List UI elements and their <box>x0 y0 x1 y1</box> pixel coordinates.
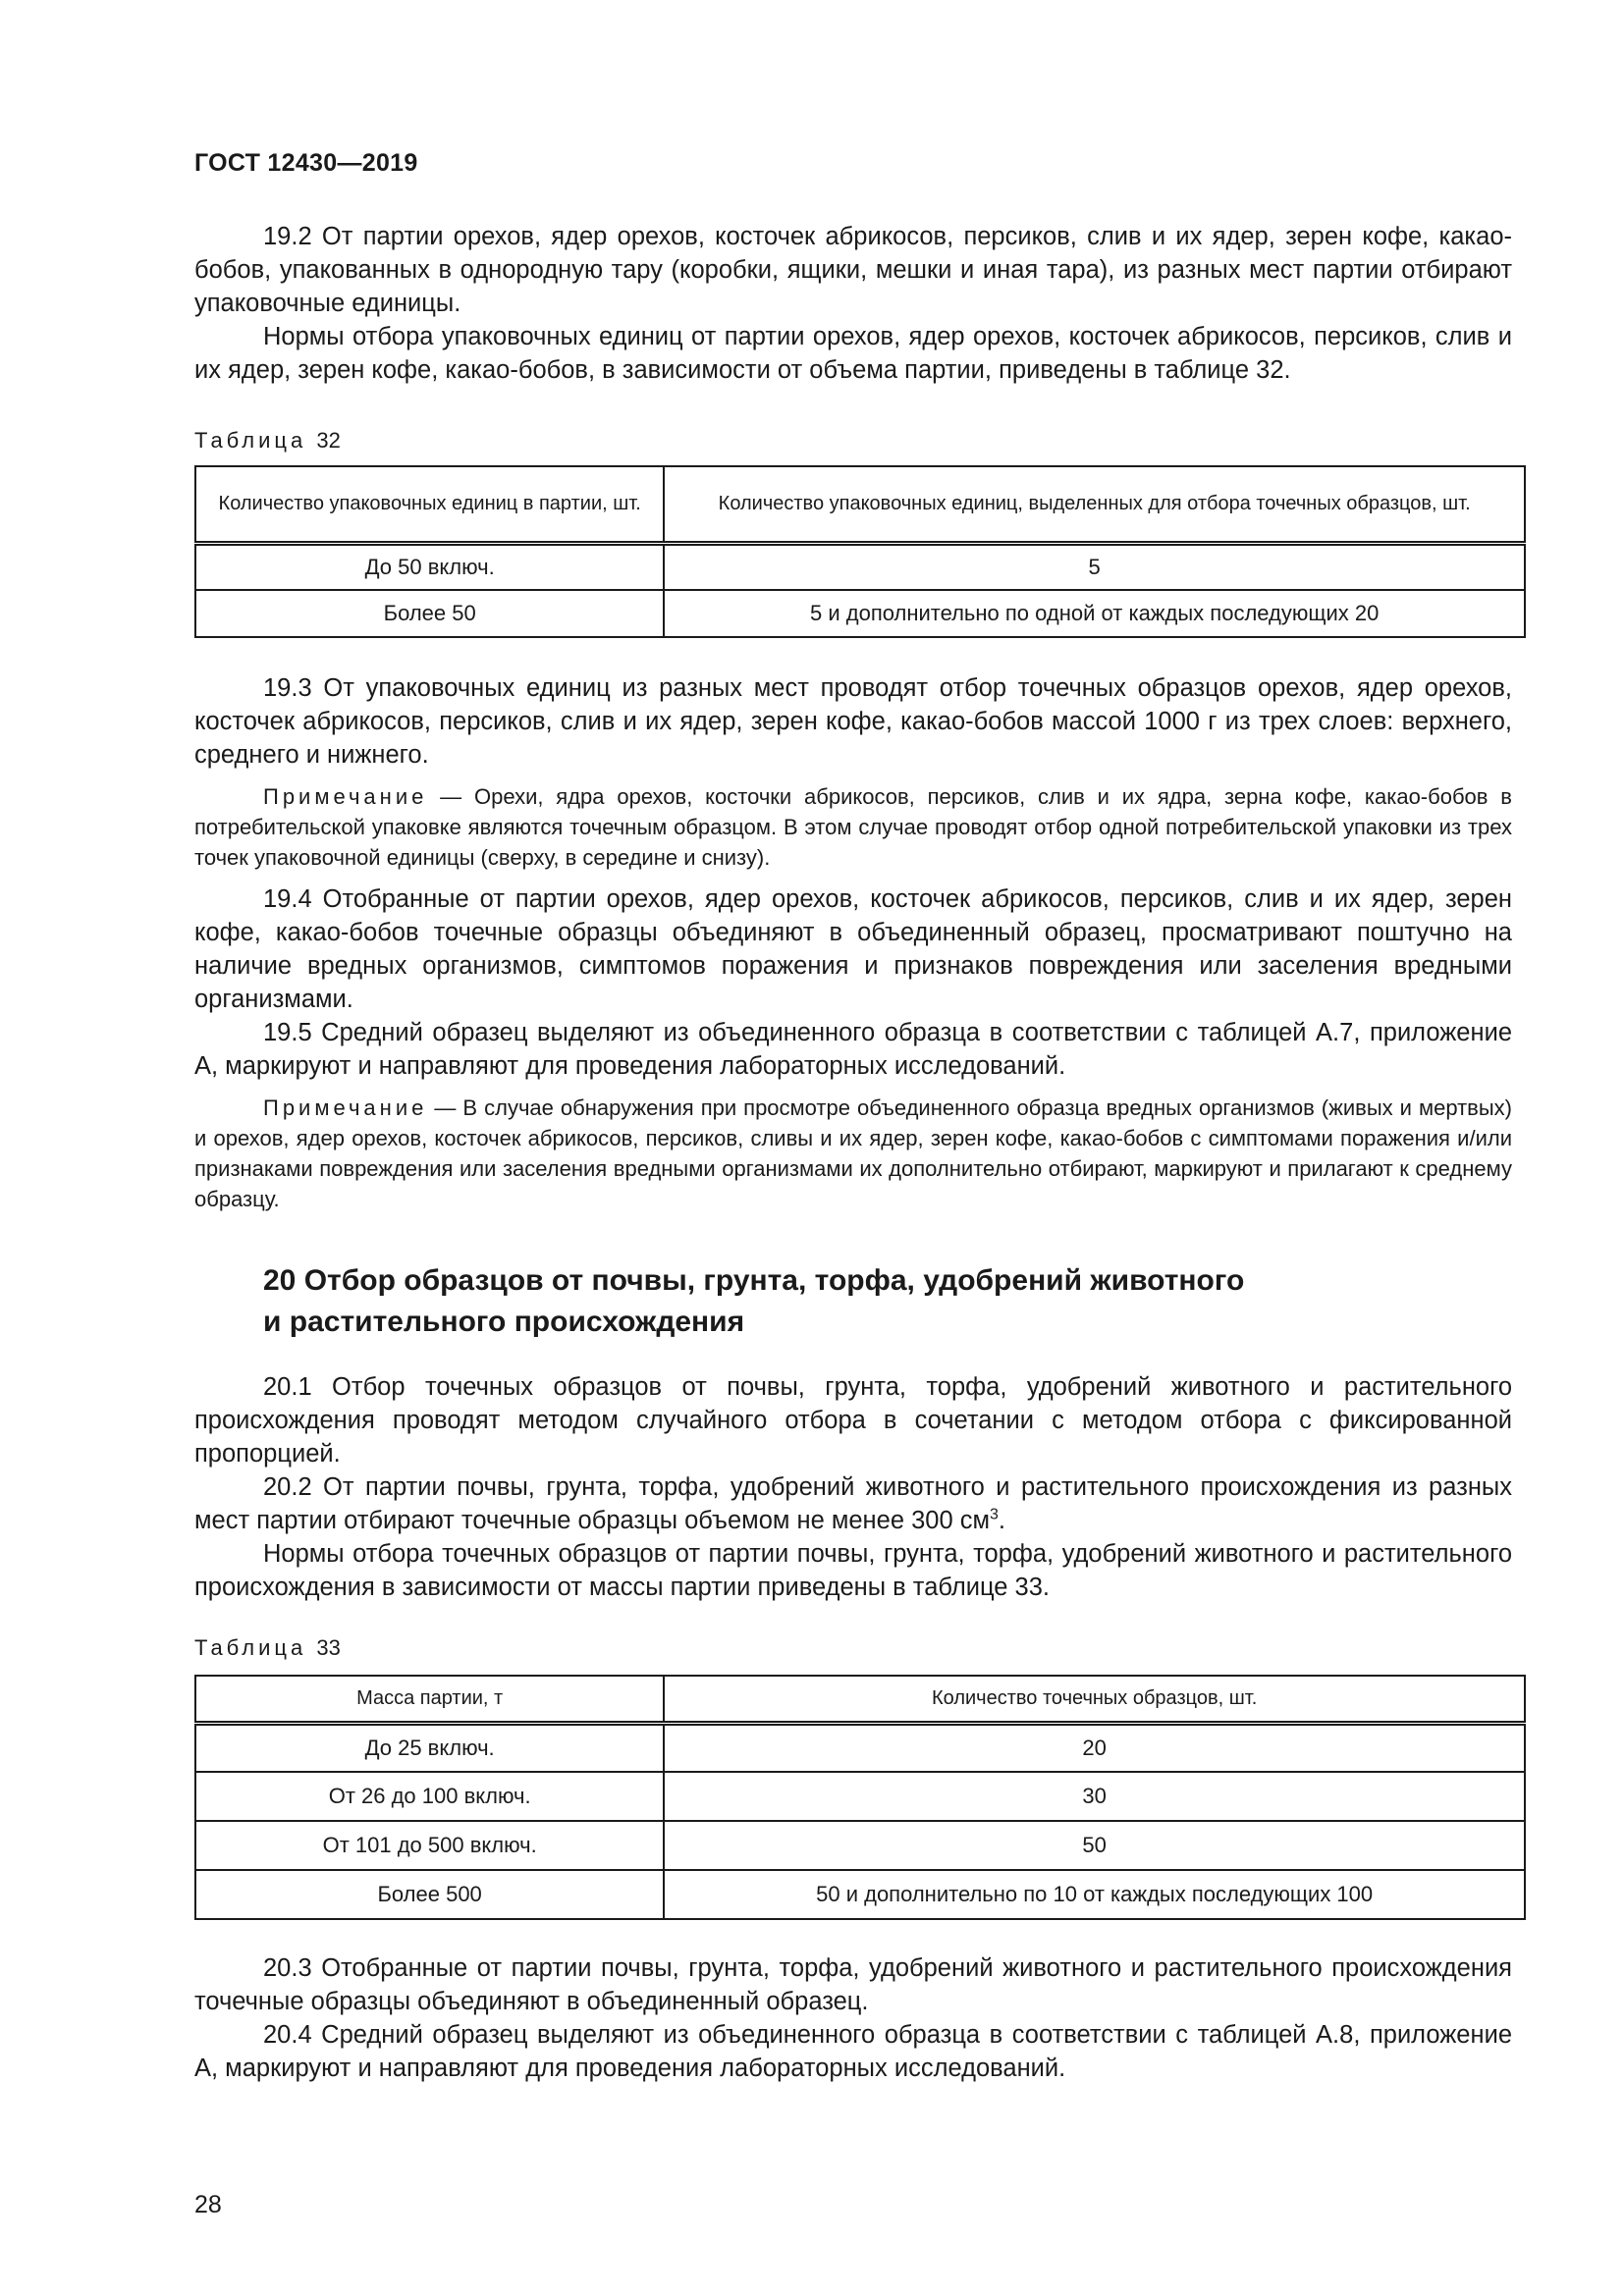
table-header-cell: Количество упаковочных единиц, выделенных для отбора точечных образцов, шт. <box>664 466 1525 543</box>
table-row <box>195 1870 1525 1919</box>
section-title-line: и растительного происхождения <box>263 1306 745 1338</box>
table-cell: От 101 до 500 включ. <box>195 1821 664 1870</box>
table-cell: 20 <box>664 1723 1525 1772</box>
table-header-cell: Масса партии, т <box>195 1676 664 1723</box>
note-label: Примечание <box>263 1095 428 1120</box>
table-33-caption <box>194 1635 341 1661</box>
table-33 <box>194 1675 1526 1920</box>
section-title-line: 20 Отбор образцов от почвы, грунта, торфа, удобрений животного <box>263 1264 1245 1297</box>
table-cell: 50 и дополнительно по 10 от каждых последующих 100 <box>664 1870 1525 1919</box>
paragraph-20-4: 20.4 Средний образец выделяют из объединенного образца в соответствии с таблицей А.8, приложение А, маркируют и направляют для проведения лабораторных исследований. <box>194 2021 1512 2082</box>
paragraph-norms-32: Нормы отбора упаковочных единиц от партии орехов, ядер орехов, косточек абрикосов, персиков, слив и их ядер, зерен кофе, какао-бобов, в зависимости от объема партии, приведены в таблице 32. <box>194 323 1512 384</box>
document-header: ГОСТ 12430—2019 <box>194 149 418 177</box>
table-caption-label: Таблица <box>194 428 307 453</box>
note-text: — В случае обнаружения при просмотре объединенного образца вредных организмов (живых и мертвых) и орехов, ядер орехов, косточек абрикосов, персиков, сливы и их ядер, зерен кофе, какао-бобов с симптомами поражения и/или признаками повреждения или заселения вредными организмами их дополнительно отбирают, маркируют и прилагают к среднему образцу. <box>194 1095 1512 1211</box>
table-header-cell: Количество упаковочных единиц в партии, шт. <box>195 466 664 543</box>
paragraph-20-2-text: 20.2 От партии почвы, грунта, торфа, удобрений животного и растительного происхождения из разных мест партии отбирают точечные образцы объемом не менее 300 см <box>194 1473 1512 1534</box>
table-cell: От 26 до 100 включ. <box>195 1772 664 1821</box>
table-caption-number: 32 <box>316 428 341 453</box>
paragraph-20-3: 20.3 Отобранные от партии почвы, грунта, торфа, удобрений животного и растительного происхождения точечные образцы объединяют в объединенный образец. <box>194 1954 1512 2015</box>
text-block-20 <box>194 1370 1512 1604</box>
table-32 <box>194 465 1526 638</box>
text-block-20-3 <box>194 1951 1512 2085</box>
page-number: 28 <box>194 2191 222 2218</box>
text-block-19-3 <box>194 671 1512 1214</box>
table-header-row <box>195 1676 1525 1723</box>
table-caption-number: 33 <box>316 1635 341 1660</box>
table-row <box>195 590 1525 637</box>
paragraph-norms-33: Нормы отбора точечных образцов от партии почвы, грунта, торфа, удобрений животного и растительного происхождения в зависимости от массы партии приведены в таблице 33. <box>194 1540 1512 1601</box>
paragraph-19-2: 19.2 От партии орехов, ядер орехов, косточек абрикосов, персиков, слив и их ядер, зерен кофе, какао-бобов, упакованных в однородную тару (коробки, ящики, мешки и иная тара), из разных мест партии отбирают упаковочные единицы. <box>194 223 1512 317</box>
paragraph-20-1: 20.1 Отбор точечных образцов от почвы, грунта, торфа, удобрений животного и растительного происхождения проводят методом случайного отбора в сочетании с методом отбора с фиксированной пропорцией. <box>194 1373 1512 1468</box>
note-2 <box>194 1093 1512 1214</box>
table-cell: До 50 включ. <box>195 543 664 590</box>
table-row <box>195 1772 1525 1821</box>
table-row <box>195 543 1525 590</box>
note-1 <box>194 781 1512 873</box>
text-block-19-2 <box>194 220 1512 387</box>
superscript: 3 <box>990 1506 999 1523</box>
table-cell: 30 <box>664 1772 1525 1821</box>
paragraph-20-2-end: . <box>998 1507 1005 1534</box>
note-label: Примечание <box>263 784 428 809</box>
paragraph-19-4: 19.4 Отобранные от партии орехов, ядер орехов, косточек абрикосов, персиков, слив и их ядер, зерен кофе, какао-бобов точечные образцы объединяют в объединенный образец, просматривают поштучно на наличие вредных организмов, симптомов поражения и признаков повреждения или заселения вредными организмами. <box>194 885 1512 1013</box>
table-header-row <box>195 466 1525 543</box>
table-row <box>195 1821 1525 1870</box>
table-32-caption <box>194 428 341 454</box>
table-cell: 50 <box>664 1821 1525 1870</box>
table-header-cell: Количество точечных образцов, шт. <box>664 1676 1525 1723</box>
table-row <box>195 1723 1525 1772</box>
paragraph-20-2 <box>194 1470 1512 1537</box>
paragraph-19-5: 19.5 Средний образец выделяют из объединенного образца в соответствии с таблицей А.7, приложение А, маркируют и направляют для проведения лабораторных исследований. <box>194 1019 1512 1080</box>
table-caption-label: Таблица <box>194 1635 307 1660</box>
table-cell: Более 500 <box>195 1870 664 1919</box>
table-cell: 5 <box>664 543 1525 590</box>
section-20-title <box>263 1260 1244 1343</box>
table-cell: Более 50 <box>195 590 664 637</box>
table-cell: До 25 включ. <box>195 1723 664 1772</box>
paragraph-19-3: 19.3 От упаковочных единиц из разных мест проводят отбор точечных образцов орехов, ядер орехов, косточек абрикосов, персиков, слив и их ядер, зерен кофе, какао-бобов массой 1000 г из трех слоев: верхнего, среднего и нижнего. <box>194 674 1512 769</box>
table-cell: 5 и дополнительно по одной от каждых последующих 20 <box>664 590 1525 637</box>
note-text: — Орехи, ядра орехов, косточки абрикосов, персиков, слив и их ядра, зерна кофе, какао-бобов в потребительской упаковке являются точечным образцом. В этом случае проводят отбор одной потребительской упаковки из трех точек упаковочной единицы (сверху, в середине и снизу). <box>194 784 1512 870</box>
